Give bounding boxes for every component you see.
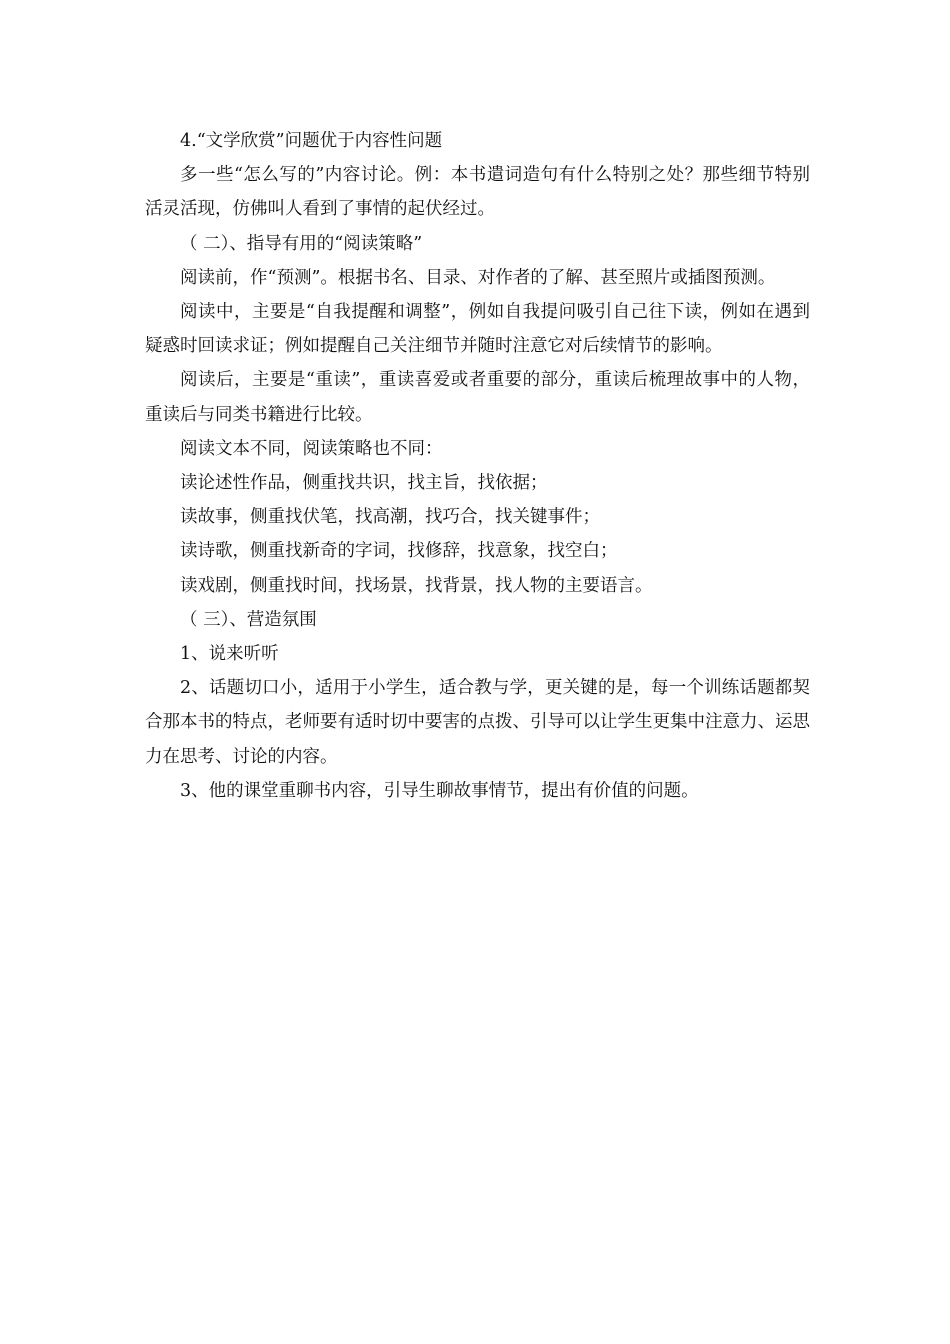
list-item-drama: 读戏剧，侧重找时间，找场景，找背景，找人物的主要语言。 xyxy=(180,575,653,596)
document-body xyxy=(145,124,810,808)
list-item-1: 1、说来听听 xyxy=(180,644,279,665)
list-item-poetry: 读诗歌，侧重找新奇的字词，找修辞，找意象，找空白； xyxy=(180,541,618,562)
paragraph-before-reading: 阅读前，作“预测”。根据书名、目录、对作者的了解、甚至照片或插图预测。 xyxy=(180,267,776,288)
paragraph-how-to-write: 多一些“怎么写的”内容讨论。例：本书遣词造句有什么特别之处？那些细节特别活灵活现，仿佛叫人看到了事情的起伏经过。 xyxy=(145,165,810,220)
heading-atmosphere: （ 三）、营造氛围 xyxy=(180,609,317,630)
list-item-3: 3、他的课堂重聊书内容，引导生聊故事情节，提出有价值的问题。 xyxy=(180,780,699,801)
paragraph-during-reading: 阅读中，主要是“自我提醒和调整”，例如自我提问吸引自己往下读，例如在遇到疑惑时回读求证；例如提醒自己关注细节并随时注意它对后续情节的影响。 xyxy=(145,302,810,357)
list-item-2: 2、话题切口小，适用于小学生，适合教与学，更关键的是，每一个训练话题都契合那本书的特点，老师要有适时切中要害的点拨、引导可以让学生更集中注意力、运思力在思考、讨论的内容。 xyxy=(145,678,810,767)
paragraph-after-reading: 阅读后，主要是“重读”，重读喜爱或者重要的部分，重读后梳理故事中的人物，重读后与同类书籍进行比较。 xyxy=(145,370,810,425)
list-item-argumentative: 读论述性作品，侧重找共识，找主旨，找依据； xyxy=(180,473,548,494)
list-item-story: 读故事，侧重找伏笔，找高潮，找巧合，找关键事件； xyxy=(180,507,600,528)
paragraph-text-types: 阅读文本不同，阅读策略也不同： xyxy=(180,438,443,459)
heading-reading-strategy: （ 二）、指导有用的“阅读策略” xyxy=(180,233,423,254)
heading-literary-appreciation: 4.“文学欣赏”问题优于内容性问题 xyxy=(180,131,443,151)
